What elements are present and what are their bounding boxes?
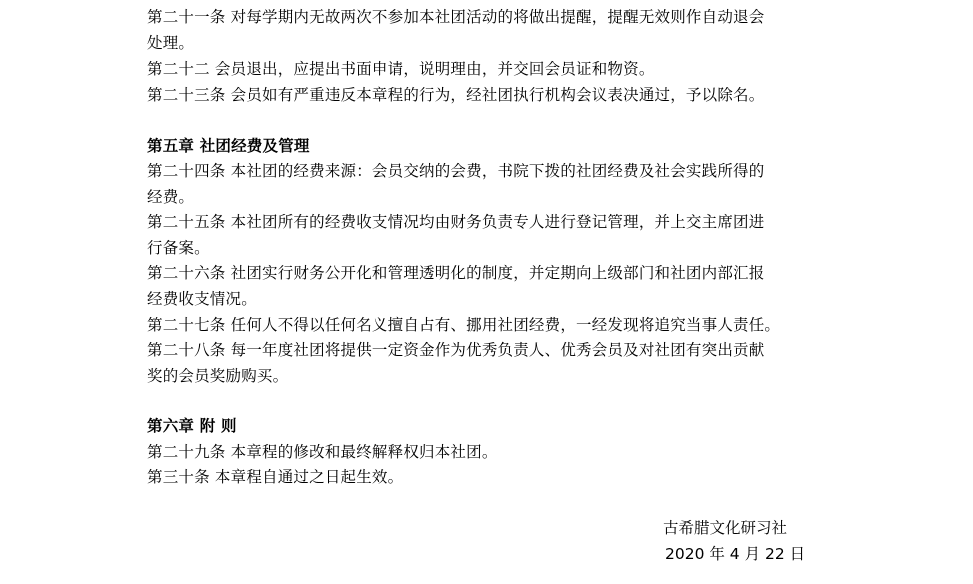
article-28-line-2: 奖的会员奖励购买。: [147, 367, 289, 385]
article-26-line-1: 第二十六条 社团实行财务公开化和管理透明化的制度，并定期向上级部门和社团内部汇报: [147, 264, 765, 282]
signature-date: 2020 年 4 月 22 日: [665, 545, 806, 563]
article-25-line-2: 行备案。: [147, 239, 210, 257]
article-25-line-1: 第二十五条 本社团所有的经费收支情况均由财务负责专人进行登记管理，并上交主席团进: [147, 213, 765, 231]
chapter-5-heading: 第五章 社团经费及管理: [147, 137, 310, 155]
article-23: 第二十三条 会员如有严重违反本章程的行为，经社团执行机构会议表决通过，予以除名。: [147, 86, 765, 104]
article-21-line-1: 第二十一条 对每学期内无故两次不参加本社团活动的将做出提醒，提醒无效则作自动退会: [147, 8, 765, 26]
article-28-line-1: 第二十八条 每一年度社团将提供一定资金作为优秀负责人、优秀会员及对社团有突出贡献: [147, 341, 765, 359]
article-24-line-2: 经费。: [147, 188, 195, 206]
article-29: 第二十九条 本章程的修改和最终解释权归本社团。: [147, 443, 498, 461]
chapter-6-heading: 第六章 附 则: [147, 417, 237, 435]
signature-organization: 古希腊文化研习社: [663, 519, 788, 537]
article-26-line-2: 经费收支情况。: [147, 290, 257, 308]
article-24-line-1: 第二十四条 本社团的经费来源：会员交纳的会费，书院下拨的社团经费及社会实践所得的: [147, 162, 765, 180]
article-21-line-2: 处理。: [147, 34, 195, 52]
article-27: 第二十七条 任何人不得以任何名义擅自占有、挪用社团经费，一经发现将追究当事人责任。: [147, 316, 781, 334]
article-22: 第二十二 会员退出，应提出书面申请，说明理由，并交回会员证和物资。: [147, 60, 655, 78]
article-30: 第三十条 本章程自通过之日起生效。: [147, 468, 404, 486]
